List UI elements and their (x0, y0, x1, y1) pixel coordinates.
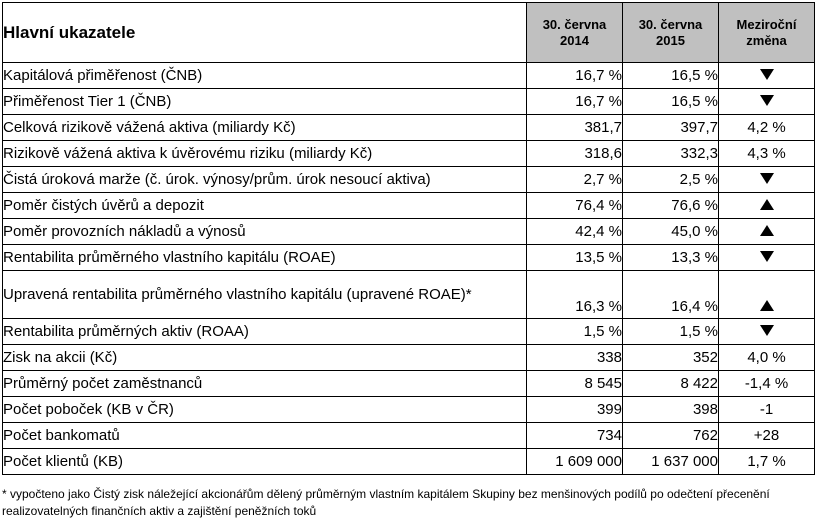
column-header-2014-line2: 2014 (560, 32, 589, 48)
table-row (3, 193, 815, 219)
table-row (3, 397, 815, 423)
value-2015: 332,3 (623, 141, 719, 167)
value-2014: 399 (527, 397, 623, 423)
value-2014: 1,5 % (527, 319, 623, 345)
value-2015: 398 (623, 397, 719, 423)
column-header-change-line1: Meziroční (736, 16, 797, 32)
change-value: -1,4 % (719, 371, 815, 397)
row-label: Kapitálová přiměřenost (ČNB) (3, 63, 527, 89)
table-row (3, 345, 815, 371)
row-label: Upravená rentabilita průměrného vlastního kapitálu (upravené ROAE)* (3, 271, 527, 319)
value-2014: 338 (527, 345, 623, 371)
row-label: Poměr provozních nákladů a výnosů (3, 219, 527, 245)
change-cell (719, 219, 815, 245)
column-header-change (719, 3, 815, 63)
value-2014: 734 (527, 423, 623, 449)
value-2015: 13,3 % (623, 245, 719, 271)
row-label: Celková rizikově vážená aktiva (miliardy Kč) (3, 115, 527, 141)
value-2014: 8 545 (527, 371, 623, 397)
table-row (3, 89, 815, 115)
value-2014: 16,7 % (527, 63, 623, 89)
change-cell (719, 63, 815, 89)
column-header-2014 (527, 3, 623, 63)
column-header-change-line2: změna (746, 32, 787, 48)
change-cell (719, 193, 815, 219)
change-cell (719, 89, 815, 115)
footnote: * vypočteno jako Čistý zisk náležející akcionářům dělený průměrným vlastním kapitálem Skupiny bez menšinových podílů po odečtení přecenění realizovatelných finančních aktiv a zajištění peněžních toků (2, 487, 770, 518)
table-row (3, 449, 815, 475)
row-label: Počet klientů (KB) (3, 449, 527, 475)
table-row (3, 245, 815, 271)
column-header-2015-line2: 2015 (656, 32, 685, 48)
change-value: 4,0 % (719, 345, 815, 371)
arrow-down-icon (760, 95, 774, 106)
row-label: Rentabilita průměrných aktiv (ROAA) (3, 319, 527, 345)
value-2014: 2,7 % (527, 167, 623, 193)
value-2015: 16,4 % (623, 271, 719, 319)
value-2015: 16,5 % (623, 89, 719, 115)
column-header-2015-line1: 30. června (638, 16, 703, 32)
value-2015: 397,7 (623, 115, 719, 141)
change-cell (719, 319, 815, 345)
value-2014: 16,7 % (527, 89, 623, 115)
change-value: 4,3 % (719, 141, 815, 167)
value-2014: 318,6 (527, 141, 623, 167)
value-2015: 352 (623, 345, 719, 371)
table-title: Hlavní ukazatele (3, 3, 527, 63)
change-cell (719, 271, 815, 319)
change-cell (719, 167, 815, 193)
change-value: +28 (719, 423, 815, 449)
column-header-2015 (623, 3, 719, 63)
value-2015: 45,0 % (623, 219, 719, 245)
value-2015: 2,5 % (623, 167, 719, 193)
value-2014: 381,7 (527, 115, 623, 141)
table-row (3, 371, 815, 397)
row-label: Počet bankomatů (3, 423, 527, 449)
arrow-down-icon (760, 325, 774, 336)
value-2014: 42,4 % (527, 219, 623, 245)
table-row (3, 271, 815, 319)
row-label: Průměrný počet zaměstnanců (3, 371, 527, 397)
value-2015: 76,6 % (623, 193, 719, 219)
value-2014: 16,3 % (527, 271, 623, 319)
value-2015: 16,5 % (623, 63, 719, 89)
value-2015: 762 (623, 423, 719, 449)
key-indicators-table (2, 2, 815, 475)
value-2014: 76,4 % (527, 193, 623, 219)
row-label: Poměr čistých úvěrů a depozit (3, 193, 527, 219)
column-header-2014-line1: 30. června (542, 16, 607, 32)
table-row (3, 63, 815, 89)
arrow-up-icon (760, 300, 774, 311)
table-body (3, 63, 815, 475)
table-row (3, 219, 815, 245)
change-value: 4,2 % (719, 115, 815, 141)
arrow-up-icon (760, 225, 774, 236)
change-cell (719, 245, 815, 271)
row-label: Čistá úroková marže (č. úrok. výnosy/prům. úrok nesoucí aktiva) (3, 167, 527, 193)
value-2014: 13,5 % (527, 245, 623, 271)
value-2015: 1 637 000 (623, 449, 719, 475)
arrow-down-icon (760, 251, 774, 262)
row-label: Rizikově vážená aktiva k úvěrovému riziku (miliardy Kč) (3, 141, 527, 167)
arrow-down-icon (760, 69, 774, 80)
row-label: Počet poboček (KB v ČR) (3, 397, 527, 423)
table-row (3, 141, 815, 167)
value-2015: 1,5 % (623, 319, 719, 345)
change-value: 1,7 % (719, 449, 815, 475)
row-label: Rentabilita průměrného vlastního kapitálu (ROAE) (3, 245, 527, 271)
change-value: -1 (719, 397, 815, 423)
arrow-up-icon (760, 199, 774, 210)
value-2015: 8 422 (623, 371, 719, 397)
value-2014: 1 609 000 (527, 449, 623, 475)
table-row (3, 115, 815, 141)
arrow-down-icon (760, 173, 774, 184)
table-row (3, 167, 815, 193)
row-label: Zisk na akcii (Kč) (3, 345, 527, 371)
table-header-row (3, 3, 815, 63)
table-row (3, 423, 815, 449)
row-label: Přiměřenost Tier 1 (ČNB) (3, 89, 527, 115)
table-row (3, 319, 815, 345)
